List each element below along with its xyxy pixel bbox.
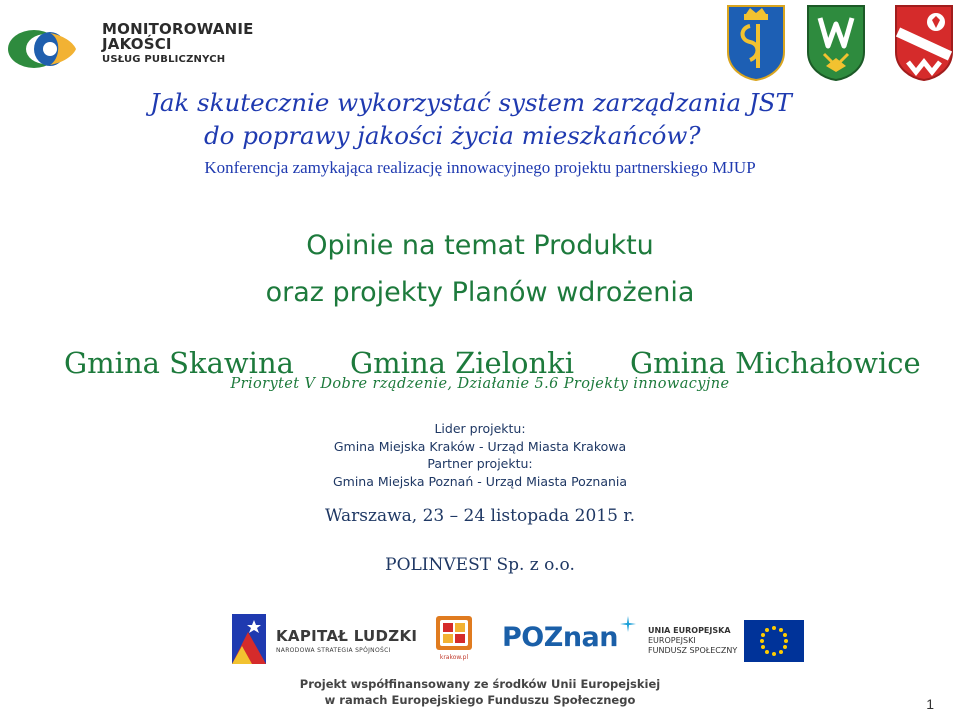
cofinance-line2: w ramach Europejskiego Funduszu Społecznego bbox=[324, 693, 636, 707]
kapital-ludzki-emblem-icon bbox=[228, 612, 272, 668]
project-partners bbox=[0, 420, 960, 490]
kapital-ludzki-logo bbox=[228, 612, 418, 668]
conference-title-line1: Jak skutecznie wykorzystać system zarządzania JST bbox=[150, 88, 792, 117]
skawina-coat-of-arms-icon bbox=[726, 2, 786, 82]
lider-label: Lider projektu: bbox=[434, 421, 526, 436]
michalowice-coat-of-arms-icon bbox=[894, 2, 954, 82]
krakow-logo-tag: krakow.pl bbox=[439, 654, 469, 661]
lider-name: Gmina Miejska Kraków - Urząd Miasta Krakowa bbox=[333, 438, 627, 454]
conference-subtitle-text: Konferencja zamykająca realizację innowacyjnego projektu partnerskiego MJUP bbox=[204, 158, 756, 177]
cofinance-note bbox=[0, 676, 960, 708]
partner-label: Partner projektu: bbox=[427, 456, 533, 471]
product-title-line1: Opinie na temat Produktu bbox=[306, 230, 654, 261]
product-title bbox=[0, 222, 960, 316]
eu-logo-line1: UNIA EUROPEJSKA bbox=[648, 626, 731, 635]
partner-name: Gmina Miejska Poznań - Urząd Miasta Poznania bbox=[332, 473, 628, 489]
mjup-logo bbox=[6, 18, 254, 80]
eu-logo-line2: EUROPEJSKI bbox=[648, 636, 696, 645]
conference-title bbox=[150, 86, 810, 152]
mjup-emblem-icon bbox=[6, 24, 96, 74]
eu-flag-icon bbox=[744, 620, 804, 662]
mjup-logo-line2: JAKOŚCI bbox=[102, 35, 172, 54]
event-date: Warszawa, 23 – 24 listopada 2015 r. bbox=[325, 506, 635, 526]
municipality-skawina: Gmina Skawina bbox=[64, 346, 294, 380]
municipality-michalowice: Gmina Michałowice bbox=[630, 346, 921, 380]
poznan-logo bbox=[502, 612, 632, 668]
kapital-ludzki-subtitle: NARODOWA STRATEGIA SPÓJNOŚCI bbox=[276, 647, 391, 654]
priority-line: Priorytet V Dobre rządzenie, Działanie 5.6 Projekty innowacyjne bbox=[230, 376, 730, 392]
krakow-logo bbox=[434, 612, 474, 668]
kapital-ludzki-title: KAPITAŁ LUDZKI bbox=[276, 627, 418, 645]
eu-logo-line3: FUNDUSZ SPOŁECZNY bbox=[648, 646, 738, 655]
conference-title-line2: do poprawy jakości życia mieszkańców? bbox=[204, 121, 701, 150]
krakow-emblem-icon bbox=[434, 612, 474, 652]
product-title-line2: oraz projekty Planów wdrożenia bbox=[265, 277, 695, 308]
zielonki-coat-of-arms-icon bbox=[806, 2, 866, 82]
municipality-zielonki: Gmina Zielonki bbox=[350, 346, 574, 380]
mjup-logo-line3: USŁUG PUBLICZNYCH bbox=[102, 53, 226, 65]
page-number: 1 bbox=[926, 696, 934, 712]
footer-logos bbox=[228, 612, 808, 672]
organizer-name: POLINVEST Sp. z o.o. bbox=[385, 555, 575, 575]
poznan-star-icon bbox=[620, 616, 636, 632]
cofinance-line1: Projekt współfinansowany ze środków Unii Europejskiej bbox=[299, 677, 661, 691]
poznan-logo-text: POZnan bbox=[502, 622, 618, 653]
eu-logo bbox=[648, 612, 818, 668]
mjup-logo-line1: MONITOROWANIE bbox=[102, 20, 254, 38]
conference-subtitle bbox=[0, 158, 960, 178]
